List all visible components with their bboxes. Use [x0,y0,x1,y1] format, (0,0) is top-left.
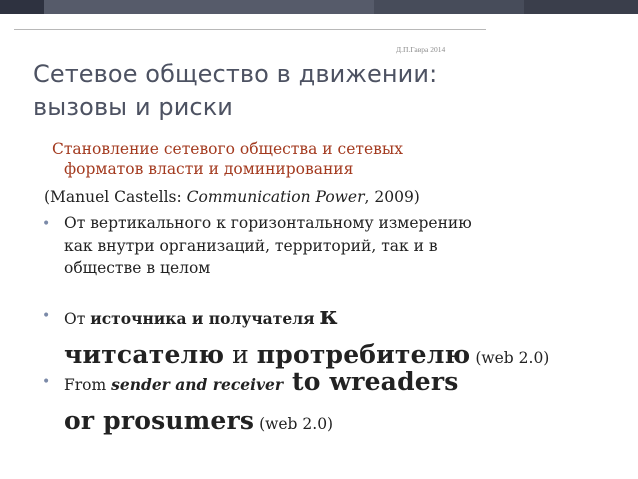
header-divider [14,29,486,30]
bullet-line [64,403,622,442]
bullet-big: к [319,301,338,330]
slide-title [33,58,593,124]
bullet-and: и [224,340,257,369]
bullet-line: От вертикального к горизонтальному измерению [64,214,472,232]
top-band-segment [374,0,524,14]
title-line: Сетевое общество в движении: [33,60,438,88]
citation-prefix: (Manuel Castells: [44,188,187,206]
title-line: вызовы и риски [33,93,234,121]
bullet-text [42,364,622,442]
author-date: Д.П.Гавра 2014 [396,45,446,54]
bullet-big: читсателю [64,340,225,369]
bullet-line: как внутри организаций, территорий, так и в [64,236,438,255]
bullet-line [64,364,622,403]
bullet-icon: • [42,216,51,232]
bullet-bold: источника и получателя [90,309,315,328]
bullet-bold-italic: sender and receiver [111,375,284,394]
bullet-lead: From [64,376,112,394]
bullet-big: or prosumers [64,406,255,435]
subtitle-line: Становление сетевого общества и сетевых [52,140,403,158]
top-band-segment [0,0,44,14]
bullet-big: протребителю [256,340,471,369]
top-band-segment [524,0,638,14]
citation-suffix: , 2009) [364,188,420,206]
slide-subtitle [52,139,592,179]
citation-book: Communication Power [186,188,365,206]
bullet-tail: (web 2.0) [254,415,334,433]
bullet-big: to wreaders [283,367,459,396]
bullet-line [64,298,622,337]
bullet-item [42,212,622,280]
bullet-item [42,364,622,442]
bullet-icon: • [42,374,51,390]
bullet-text [42,212,622,280]
bullet-icon: • [42,308,51,324]
top-band-segment [44,0,374,14]
bullet-line: обществе в целом [64,259,211,277]
subtitle-line: форматов власти и доминирования [64,160,354,178]
bullet-lead: От [64,310,91,328]
bullet-tail: (web 2.0) [470,349,550,367]
citation [44,186,420,208]
